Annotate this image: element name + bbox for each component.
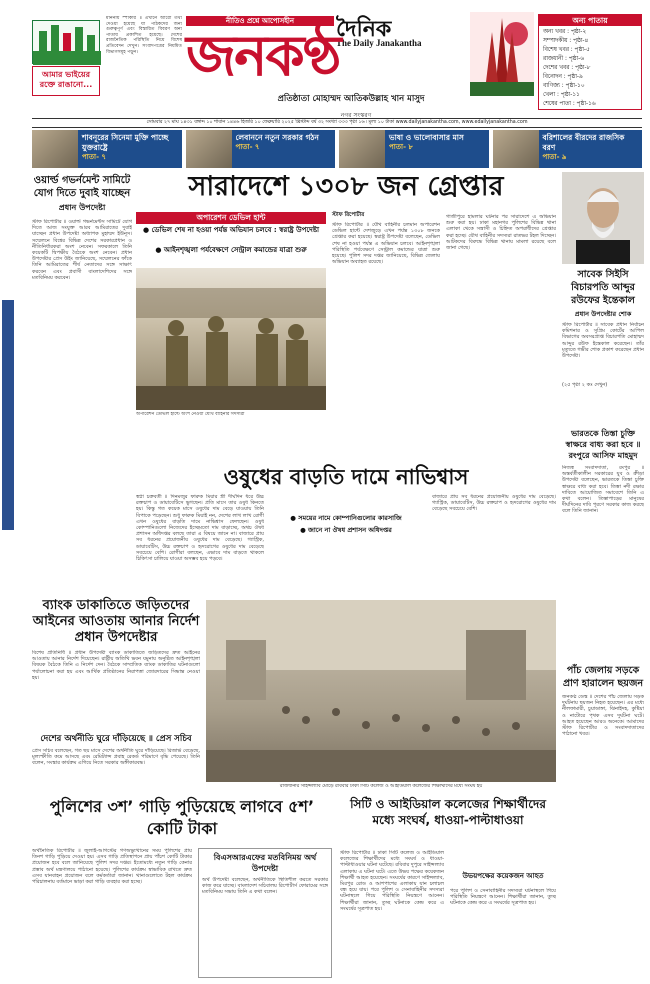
masthead-prefix: দৈনিক	[336, 17, 392, 42]
teaser-card[interactable]	[186, 130, 336, 168]
teaser-page: পাতা- ৭	[235, 143, 260, 151]
obituary-story[interactable]	[562, 172, 644, 422]
teaser-thumbnail	[339, 130, 385, 168]
teesta-headline: ভারতকে তিস্তা চুক্তি স্বাক্ষরে বাধ্য করা হবে ॥ রংপুরে আসিফ মাহমুদ	[565, 429, 641, 460]
summit-subhead: প্রধান উপদেষ্টা	[58, 203, 106, 212]
clash-body-col2: পরে পুলিশ ও সেনাবাহিনীর সদস্যরা ঘটনাস্থলে গিয়ে পরিস্থিতি নিয়ন্ত্রণে আনেন। শিক্ষার্থীরা জানান, তুচ্ছ ঘটনাকে কেন্দ্র করে এ সংঘর্ষের সূত্রপাত হয়।	[450, 888, 556, 907]
masthead-title[interactable]: জনকণ্ঠ	[186, 24, 340, 89]
inside-pages-item[interactable]: রাজধানী : পৃষ্ঠা-৬	[543, 56, 584, 62]
lead-kicker: অপারেশন ডেভিল হান্ট	[196, 213, 266, 222]
finance-headline: বিএসআরএফের মতবিনিময় অর্থ উপদেষ্টা	[213, 853, 317, 873]
obituary-subhead: প্রধান উপদেষ্টার শোক	[574, 310, 632, 318]
teaser-title: বরিশালের বীরদের রাজসিক বরণ	[542, 133, 625, 152]
inside-pages-item[interactable]: শেষের পাতা : পৃষ্ঠা-১৬	[543, 101, 596, 107]
summit-story[interactable]	[32, 174, 132, 594]
memorial-icon	[470, 12, 534, 96]
inside-pages-item[interactable]: বিশেষ খবর : পৃষ্ঠা-৫	[543, 47, 590, 53]
inside-pages-box	[538, 14, 642, 110]
lead-body-col2: গাজীপুরে হামলার ঘটনার পর সারাদেশে এ অভিযান শুরু করা হয়। ঢাকা মহানগর পুলিশের বিভিন্ন থানা এলাকা থেকে সন্ত্রাসী ও চিহ্নিত অপরাধীদের গ্রেপ্তার করা হচ্ছে। যৌথ বাহিনীর সদস্যরা রাতভর টহল দিচ্ছেন। আটকদের বিরুদ্ধে বিভিন্ন থানায় মামলা রয়েছে বলে জানা গেছে।	[446, 214, 556, 252]
masthead-title-en: The Daily Janakantha	[336, 38, 422, 48]
obituary-body: স্টাফ রিপোর্টার ॥ সাবেক প্রধান নির্বাচন কমিশনার ও সুপ্রিম কোর্টের আপিল বিভাগের অবসরপ্রাপ্ত বিচারপতি মোহাম্মদ আব্দুর রউফ ইন্তেকাল করেছেন। তাঁর মৃত্যুতে গভীর শোক প্রকাশ করেছেন প্রধান উপদেষ্টা।	[562, 322, 644, 360]
accident-story[interactable]	[562, 664, 644, 964]
portrait-image	[562, 172, 644, 264]
masthead	[0, 0, 650, 130]
summit-headline: ওয়ার্ল্ড গভর্নমেন্ট সামিটে যোগ দিতে দুবাই যাচ্ছেন	[33, 175, 131, 199]
bank-headline: ব্যাংক ডাকাতিতে জড়িতদের আইনের আওতায় আনার নির্দেশ প্রধান উপদেষ্টার	[32, 598, 200, 645]
monument-image	[470, 12, 534, 96]
obituary-continue: (২৫ পৃষ্ঠা ২ কঃ দেখুন)	[562, 382, 608, 388]
teaser-card[interactable]	[339, 130, 489, 168]
parliament-icon	[33, 21, 101, 65]
clash-subhead: উভয়পক্ষের কয়েকজন আহত	[462, 872, 544, 880]
obituary-headline: সাবেক সিইসি বিচারপতি আব্দুর রউফের ইন্তেকাল	[571, 269, 635, 306]
inside-pages-item[interactable]: দেশের খবর : পৃষ্ঠা-৮	[543, 65, 591, 71]
teaser-thumbnail	[493, 130, 539, 168]
clash-body: স্টাফ রিপোর্টার ॥ ঢাকা সিটি কলেজ ও আইডিয়াল কলেজের শিক্ষার্থীদের মধ্যে সংঘর্ষ ও ধাওয়া-পাল্টাধাওয়ার ঘটনা ঘটেছে। রবিবার দুপুরে সাইন্সল্যাব এলাকায় এ ঘটনা ঘটে। এতে উভয় পক্ষের কয়েকজন শিক্ষার্থী আহত হয়েছেন। সংঘর্ষের কারণে সাইন্সল্যাব, মিরপুর রোড ও আশপাশের এলাকায় যান চলাচল বন্ধ হয়ে যায়। পরে পুলিশ ও সেনাবাহিনীর সদস্যরা ঘটনাস্থলে গিয়ে পরিস্থিতি নিয়ন্ত্রণে আনেন। শিক্ষার্থীরা জানান, তুচ্ছ ঘটনাকে কেন্দ্র করে এ সংঘর্ষের সূত্রপাত হয়।	[340, 850, 444, 912]
police-body: অর্থনৈতিক রিপোর্টার ॥ জুলাই-আগস্টের গণঅভ্যুত্থানের সময় পুলিশের প্রায় তিনশ গাড়ি পুড়িয়ে দেওয়া হয়। এসব গাড়ি প্রতিস্থাপনে প্রায় পাঁচশ কোটি টাকার প্রয়োজন হবে বলে জানিয়েছে পুলিশ সদর দপ্তর। ইতোমধ্যে নতুন গাড়ি কেনার প্রস্তাব অর্থ মন্ত্রণালয়ে পাঠানো হয়েছে। পুলিশের কার্যক্রম স্বাভাবিক রাখতে দ্রুত এসব যানবাহন প্রয়োজন বলে কর্মকর্তারা জানান। থানাগুলোতে টহল কার্যক্রম পরিচালনায় বর্তমানে ভাড়া করা গাড়ি ব্যবহার করা হচ্ছে।	[32, 848, 192, 886]
medicine-bullet-2: ● জানে না ঔষধ প্রশাসন অধিদপ্তর	[300, 526, 392, 534]
medicine-body: স্বপ্না চক্রবর্তী ॥ দিনমজুর ফারুক মিয়ার স্ত্রী দীর্ঘদিন ধরে উচ্চ রক্তচাপ ও ডায়াবেটিসে ভুগছেন। প্রতি মাসে তার ওষুধ কিনতে হয়। কিন্তু গত কয়েক মাসে ওষুধের দাম বেড়ে যাওয়ায় তিনি বিপাকে পড়েছেন। শুধু ফারুক মিয়াই নন, দেশের লাখ লাখ রোগী এখন ওষুধের বাড়তি দামে নাভিশ্বাস ফেলছেন। ওষুধ কোম্পানিগুলো নিজেদের ইচ্ছেমতো দাম বাড়াচ্ছে, অথচ ঔষধ প্রশাসন অধিদপ্তর বলছে তারা এ বিষয়ে জানে না। বাজারে প্রায় সব ধরনের প্রয়োজনীয় ওষুধের দাম বেড়েছে। গ্যাস্ট্রিক, ডায়াবেটিস, উচ্চ রক্তচাপ ও হৃদরোগের ওষুধের দাম বেড়েছে সবচেয়ে বেশি। রোগীরা বলছেন, এভাবে দাম বাড়তে থাকলে চিকিৎসা চালিয়ে যাওয়া অসম্ভব হয়ে পড়বে।	[136, 494, 264, 563]
lead-body-col1: স্টাফ রিপোর্টার ॥ যৌথ বাহিনীর চলমান অপারেশন ডেভিল হান্টে দেশজুড়ে এখন পর্যন্ত ১৩০৮ জনকে গ্রেপ্তার করা হয়েছে। স্বরাষ্ট্র উপদেষ্টা বলেছেন, ডেভিল শেষ না হওয়া পর্যন্ত এ অভিযান চলবে। আইনশৃঙ্খলা পরিস্থিতি পর্যবেক্ষণে সেন্ট্রাল কমান্ডের যাত্রা শুরু হয়েছে। পুলিশ সদর দপ্তর জানিয়েছে, বিভিন্ন জেলায় অভিযান অব্যাহত রয়েছে।	[332, 222, 440, 266]
bank-body: বিশেষ প্রতিনিধি ॥ প্রধান উপদেষ্টা ব্যাংক ডাকাতিতে জড়িতদের দ্রুত আইনের আওতায় আনার নির্দেশ দিয়েছেন। রাষ্ট্রীয় অতিথি ভবন যমুনায় অনুষ্ঠিত আইনশৃঙ্খলা বিষয়ক বৈঠকে তিনি এ নির্দেশ দেন। বৈঠকে সাম্প্রতিক ব্যাংক ডাকাতির ঘটনাগুলো পর্যালোচনা করা হয় এবং আর্থিক প্রতিষ্ঠানের নিরাপত্তা জোরদারের সিদ্ধান্ত নেওয়া হয়।	[32, 650, 200, 681]
lead-photo	[136, 268, 326, 410]
dateline-text: সোমবার ২৭ মাঘ ১৪৩১ বঙ্গাব্দ ১০ শাবান ১৪৪৬ হিজরি ১০ ফেব্রুয়ারি ২০২৫ খ্রিস্টাব্দ বর্ষ ৩২ সংখ্যা ৩৩৩ পৃষ্ঠা ১৬ ৷ মূল্য ১০ টাকা www.dailyjanakantha.com, www.edailyjanakantha.com	[146, 120, 528, 125]
teaser-page: পাতা- ৯	[542, 153, 567, 161]
inside-pages-list	[539, 26, 641, 111]
clash-photo	[206, 600, 556, 782]
clash-headline: সিটি ও আইডিয়াল কলেজের শিক্ষার্থীদের মধ্যে সংঘর্ষ, ধাওয়া-পাল্টাধাওয়া	[350, 797, 546, 827]
lead-bullet-2: ● আইনশৃঙ্খলা পর্যবেক্ষণে সেন্ট্রাল কমান্ডের যাত্রা শুরু	[155, 246, 307, 254]
teaser-title: ভাষা ও ভালোবাসার মাস	[389, 133, 464, 142]
medicine-bullet-1: ● সময়ের নামে কোম্পানিগুলোর কারসাজি	[290, 514, 402, 522]
bank-story[interactable]	[32, 598, 200, 808]
clash-photo-caption: রাজধানীর সাইন্সল্যাব মোড়ে রবিবার ঢাকা সিটি কলেজ ও আইডিয়াল কলেজের শিক্ষার্থীদের মধ্যে সংঘর্ষ হয়	[279, 784, 483, 789]
obituary-photo	[562, 172, 644, 264]
police-story[interactable]	[32, 796, 332, 980]
parliament-logo	[32, 20, 100, 64]
side-date-strip	[2, 300, 14, 530]
lead-byline: স্টাফ রিপোর্টার	[332, 212, 365, 218]
accident-body: জনকণ্ঠ ডেস্ক ॥ দেশের পাঁচ জেলায় সড়ক দুর্ঘটনায় ছয়জন নিহত হয়েছেন। এর মধ্যে নীলফামারী, চুয়াডাঙ্গা, ঝিনাইদহ, কুষ্টিয়া ও নাটোরে পৃথক এসব দুর্ঘটনা ঘটে। আহত হয়েছেন আরও অনেকে। আমাদের স্টাফ রিপোর্টার ও সংবাদদাতাদের পাঠানো খবর।	[562, 694, 644, 738]
accident-headline: পাঁচ জেলায় সড়কে প্রাণ হারালেন ছয়জন	[562, 665, 644, 689]
medicine-story[interactable]	[136, 464, 556, 574]
left-banner-text: আমার ভাইয়ের রক্তে রাঙানো...	[39, 70, 93, 89]
economy-headline: দেশের অর্থনীতি ঘুরে দাঁড়িয়েছে ॥ প্রেস সচিব	[40, 734, 192, 744]
medicine-headline: ওষুধের বাড়তি দামে নাভিশ্বাস	[223, 465, 469, 489]
soldiers-image	[136, 268, 326, 410]
lead-kicker-bar	[136, 212, 326, 224]
inside-pages-item[interactable]: বিনোদন : পৃষ্ঠা-৯	[543, 74, 583, 80]
inside-pages-item[interactable]: অন্য খবর : পৃষ্ঠা-২	[543, 29, 587, 35]
teesta-story[interactable]	[562, 428, 644, 628]
edition-label: নগর সংস্করণ	[340, 112, 372, 119]
teaser-title: শাবনূরের সিনেমা মুক্তি পাচ্ছে যুক্তরাষ্ট্রে	[82, 133, 169, 152]
economy-body: প্রেস সচিব বলেছেন, গত ছয় মাসে দেশের অর্থনীতি ঘুরে দাঁড়িয়েছে। রিজার্ভ বেড়েছে, মূল্যস্ফীতি কমে আসছে এবং রেমিট্যান্স প্রবাহ রেকর্ড পরিমাণে বৃদ্ধি পেয়েছে। তিনি বলেন, সংস্কার কার্যক্রম এগিয়ে নিতে সরকার অঙ্গীকারবদ্ধ।	[32, 748, 200, 767]
inside-pages-item[interactable]: সম্পাদকীয় : পৃষ্ঠা-৪	[543, 38, 589, 44]
teaser-thumbnail	[32, 130, 78, 168]
teesta-body: নিজস্ব সংবাদদাতা, রংপুর ॥ অন্তর্বর্তীকালীন সরকারের যুব ও ক্রীড়া উপদেষ্টা বলেছেন, ভারতকে তিস্তা চুক্তি স্বাক্ষরে বাধ্য করা হবে। তিস্তা নদী রক্ষার দাবিতে আয়োজিত সমাবেশে তিনি এ কথা বলেন। তিস্তাপাড়ের মানুষের দীর্ঘদিনের দাবি পূরণে সরকার কাজ করছে বলে তিনি জানান।	[562, 465, 644, 515]
teaser-strip	[32, 130, 642, 168]
medicine-body-col2: বাজারে প্রায় সব ধরনের প্রয়োজনীয় ওষুধের দাম বেড়েছে। গ্যাস্ট্রিক, ডায়াবেটিস, উচ্চ রক্তচাপ ও হৃদরোগের ওষুধের দাম বেড়েছে সবচেয়ে বেশি।	[432, 494, 556, 513]
teaser-thumbnail	[186, 130, 232, 168]
finance-body: অর্থ উপদেষ্টা বলেছেন, অর্থনীতিকে স্থিতিশীল করতে সরকার কাজ করে যাচ্ছে। বাংলাদেশ সচিবালয় রিপোর্টার্স ফোরামের সঙ্গে মতবিনিময় সভায় তিনি এ কথা বলেন।	[202, 877, 328, 896]
lead-caption: অপারেশন ডেভিল হান্টে অংশ নেওয়া যৌথ বাহিনীর সদস্যরা	[136, 412, 245, 417]
masthead-left-note: মাননীয় স্পীকার ॥ এখানে আরো তথ্য দেওয়া হয়েছে যা পাঠকদের জন্য গুরুত্বপূর্ণ এবং বিস্তারিত বিবরণ অন্য পাতায় প্রকাশিত হয়েছে। দেশের রাজনৈতিক পরিস্থিতি নিয়ে বিশেষ প্রতিবেদন দেখুন। সংবাদপত্রের নিয়মিত বিভাগসমূহ পড়ুন।	[106, 16, 182, 55]
finance-box	[198, 848, 332, 978]
left-banner[interactable]	[32, 66, 100, 96]
inside-pages-label: অন্য পাতায়	[539, 15, 641, 26]
inside-pages-item[interactable]: বাণিজ্য : পৃষ্ঠা-১০	[543, 83, 585, 89]
dateline-bar	[32, 118, 642, 128]
police-headline: পুলিশের ৩শ’ গাড়ি পুড়িয়েছে লাগবে ৫শ’ কোটি টাকা	[49, 797, 315, 838]
teaser-page: পাতা- ৭	[82, 153, 106, 161]
teaser-title: লেবাননে নতুন সরকার গঠন	[235, 133, 319, 142]
clash-story[interactable]	[340, 796, 556, 980]
lead-headline: সারাদেশে ১৩০৮ জন গ্রেপ্তার	[188, 171, 504, 202]
teaser-card[interactable]	[32, 130, 182, 168]
slogan-text: নীতিও প্রশ্নে আপোসহীন	[225, 17, 295, 25]
lead-bullet-1: ● ডেভিল শেষ না হওয়া পর্যন্ত অভিযান চলবে : স্বরাষ্ট্র উপদেষ্টা	[142, 226, 320, 234]
summit-body: স্টাফ রিপোর্টার ॥ ওয়ার্ল্ড গভর্নমেন্টস সামিটে যোগ দিতে আজ সংযুক্ত আরব আমিরাতের দুবাই যাচ্ছেন প্রধান উপদেষ্টা অধ্যাপক মুহাম্মদ ইউনূস। সম্মেলনে বিশ্বের বিভিন্ন দেশের সরকারপ্রধান ও নীতিনির্ধারকরা অংশ নেবেন। সফরকালে তিনি কয়েকটি দ্বিপক্ষীয় বৈঠকে অংশ নেবেন। প্রধান উপদেষ্টার প্রেস উইং জানিয়েছে, সম্মেলনের ফাঁকে তিনি আমিরাতের শীর্ষ নেতাদের সঙ্গে সাক্ষাৎ করবেন এবং প্রবাসী বাংলাদেশিদের সঙ্গে মতবিনিময় করবেন।	[32, 219, 132, 281]
lead-story[interactable]	[136, 170, 556, 460]
teaser-card[interactable]	[493, 130, 643, 168]
teaser-page: পাতা- ৮	[389, 143, 413, 151]
inside-pages-item[interactable]: খেলা : পৃষ্ঠা-১১	[543, 92, 580, 98]
founder-line: প্রতিষ্ঠাতা মোহাম্মদ আতিকউল্লাহ খান মাসুদ	[277, 94, 425, 104]
crowd-image	[206, 600, 556, 782]
medicine-bullets-box	[266, 512, 426, 540]
